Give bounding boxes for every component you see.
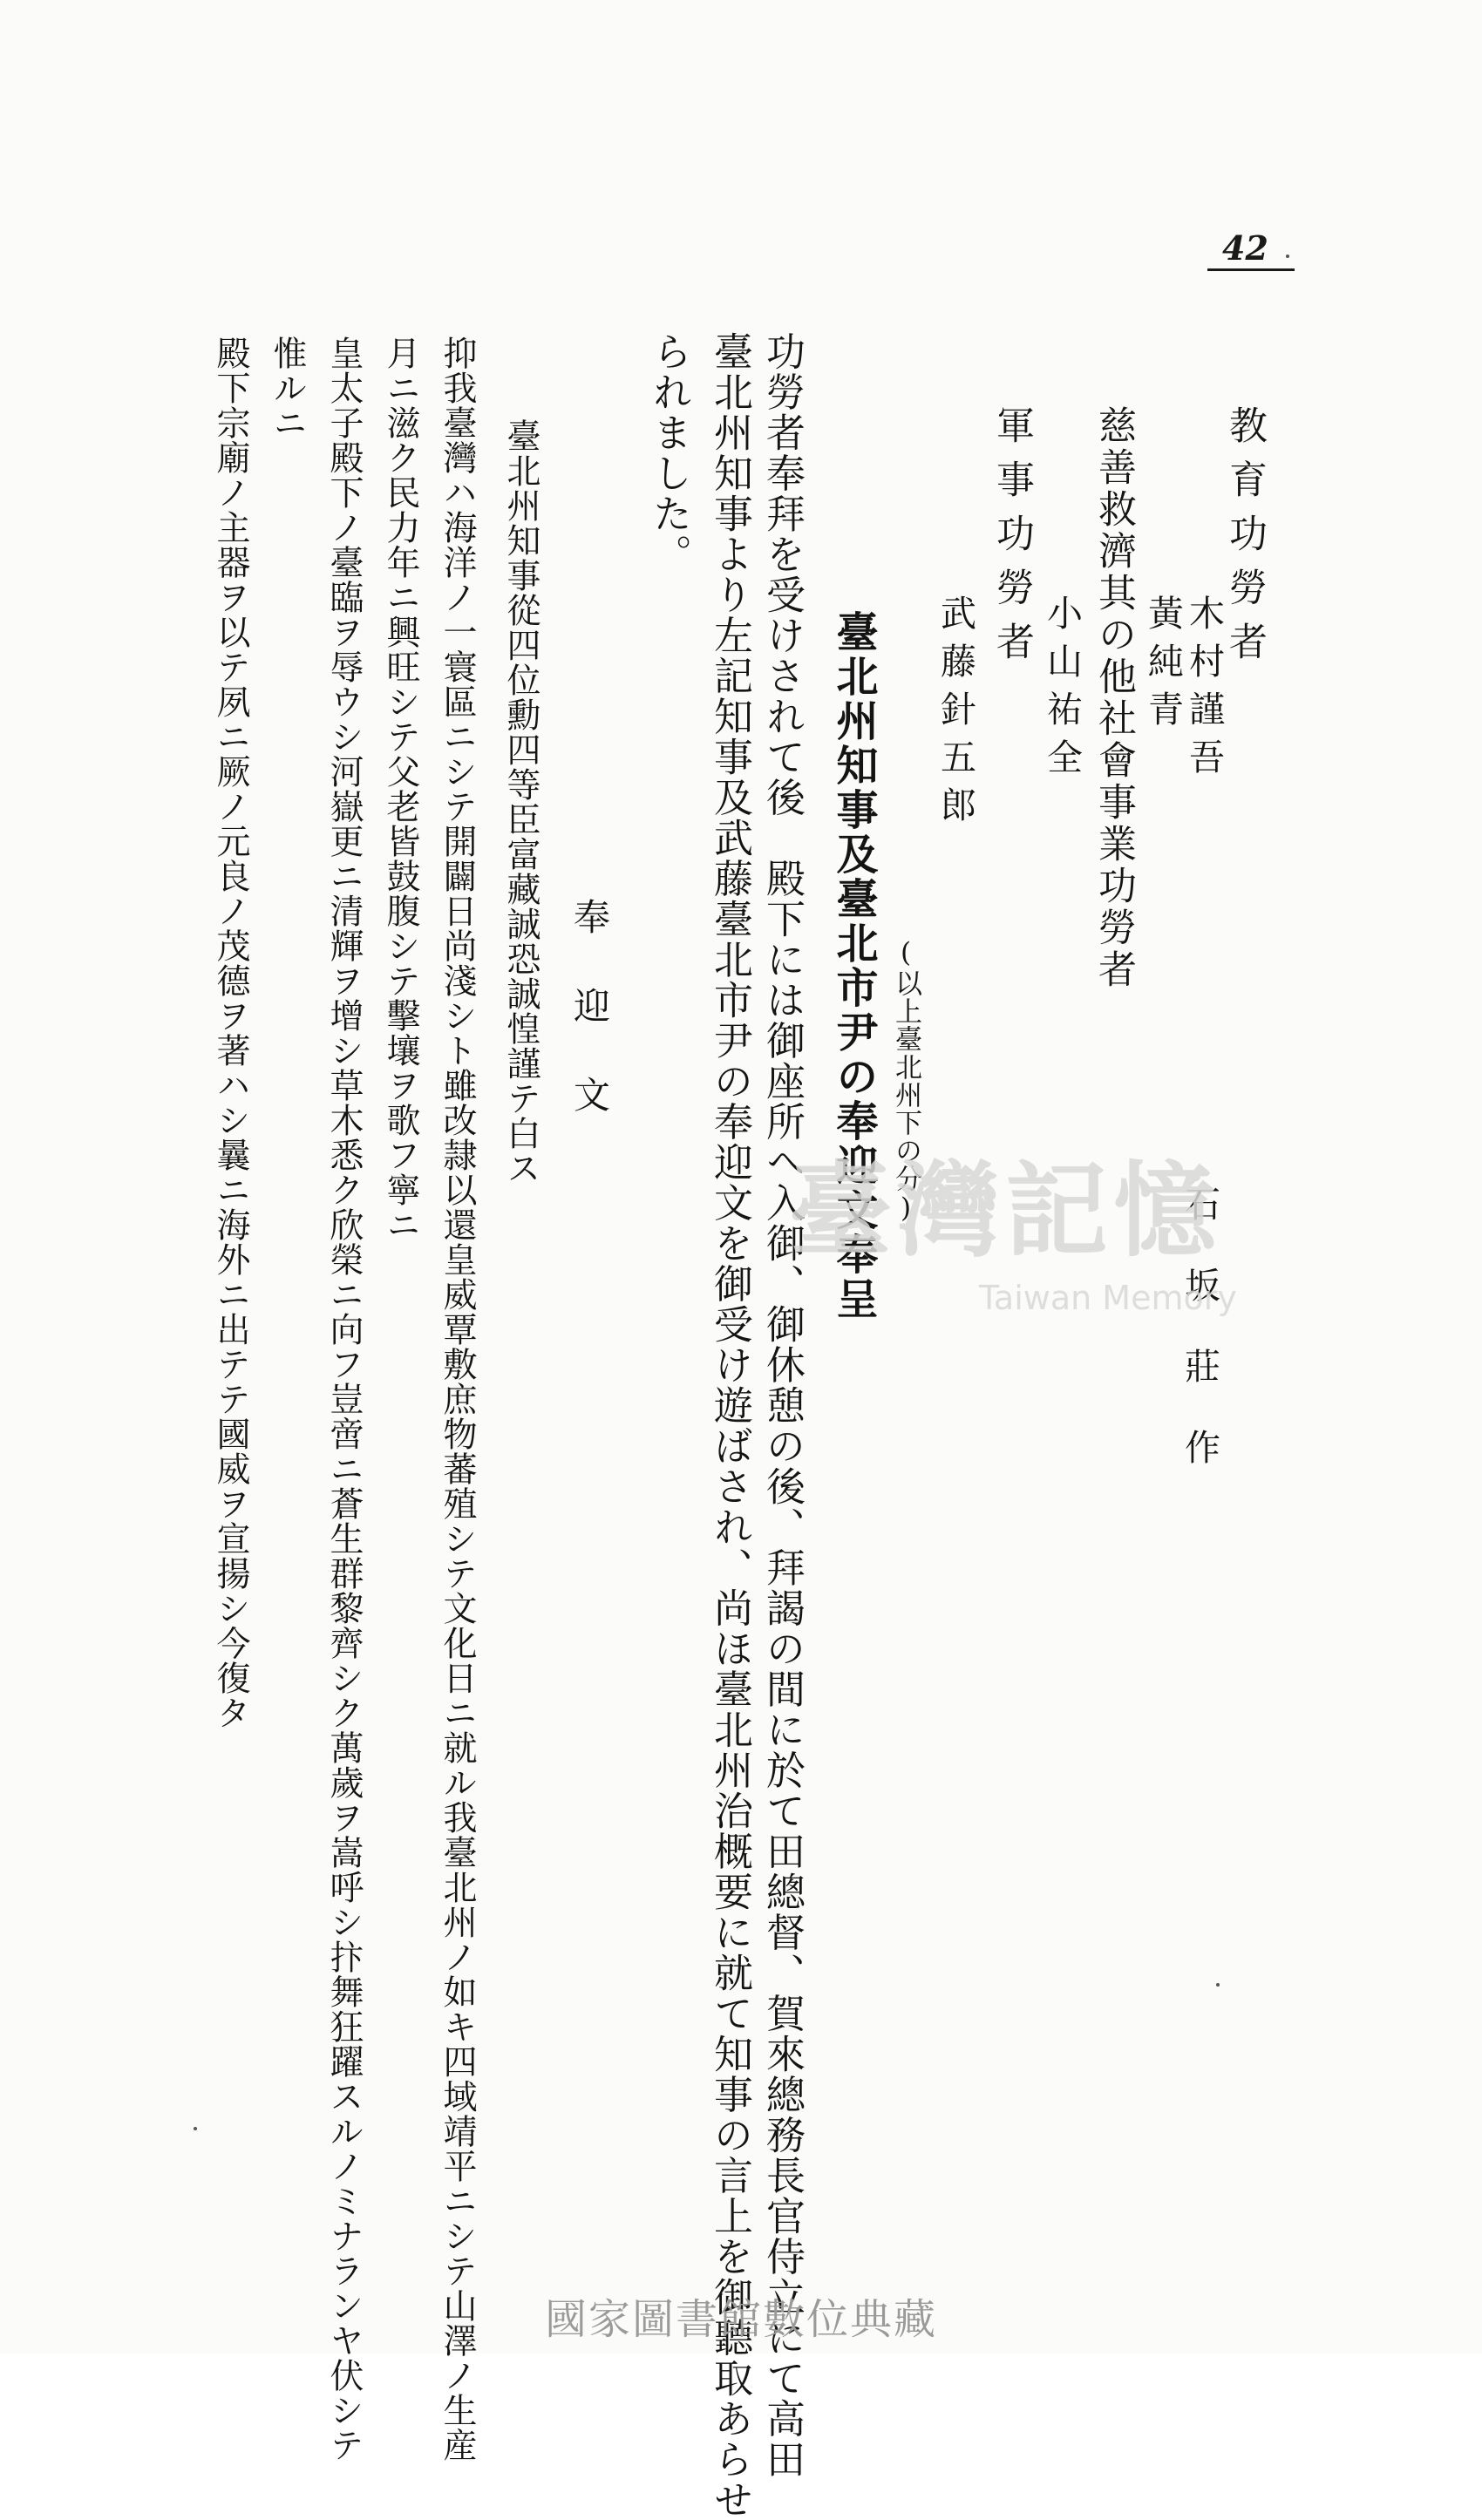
education-recipient-2: 黃純青	[1142, 594, 1184, 738]
address-title: 奉迎文	[568, 898, 611, 1165]
education-heading: 教育功勞者	[1222, 405, 1267, 676]
award-list-note: (以上臺北州下の分)	[890, 937, 921, 1225]
paragraph-line-2: 臺北州知事より左記知事及武藤臺北市尹の奉迎文を御受け遊ばされ、尚ほ臺北州治概要に就て知事の言上を御聽取あらせ	[707, 331, 753, 2520]
watermark-chars: 臺灣記憶	[789, 1150, 1222, 1271]
watermark-latin: Taiwan Memory	[979, 1279, 1237, 1317]
military-heading: 軍事功勞者	[989, 405, 1034, 676]
taiwan-memory-watermark	[789, 1150, 1260, 1342]
paragraph-line-1: 功勞者奉拜を受けされて後 殿下には御座所へ入御、御休憩の後、拜謁の間に於て田總督、賀來總務長官侍立にて高田	[759, 331, 806, 2480]
paragraph-line-3: られました。	[646, 331, 692, 574]
scan-speck	[194, 2127, 197, 2130]
charity-heading: 慈善救濟其の他社會事業功勞者	[1091, 405, 1136, 991]
charity-recipient: 小山祐全	[1041, 594, 1083, 786]
address-line-3: 皇太子殿下ノ臺臨ヲ辱ウシ河嶽更ニ清輝ヲ增シ草木悉ク欣榮ニ向フ豈啻ニ蒼生群黎齊シク萬歲ヲ嵩呼シ抃舞狂躍スルノミナランヤ伏シテ	[324, 336, 364, 2462]
address-line-2: 月ニ滋ク民力年ニ興旺シテ父老皆鼓腹シテ擊壤ヲ歌フ寧ニ	[381, 336, 420, 1242]
trailing-name: 石坂莊作	[1179, 1185, 1220, 1510]
address-line-1: 抑我臺灣ハ海洋ノ一寰區ニシテ開闢日尚淺シト雖改隷以還皇威覃敷庶物蕃殖シテ文化日ニ就ル我臺北州ノ如キ四域靖平ニシテ山澤ノ生産	[438, 336, 477, 2462]
military-recipient: 武藤針五郎	[935, 594, 976, 834]
scan-speck	[1286, 255, 1289, 258]
page-number: 42	[1222, 228, 1268, 268]
address-line-5: 殿下宗廟ノ主器ヲ以テ夙ニ厥ノ元良ノ茂德ヲ著ハシ曩ニ海外ニ出テテ國威ヲ宣揚シ今復タ	[211, 336, 250, 1730]
scan-speck	[1216, 1983, 1220, 1987]
header-rule	[1207, 268, 1295, 271]
footer-archive-label: 國家圖書館數位典藏	[544, 2295, 937, 2344]
section-heading: 臺北州知事及臺北市尹の奉迎文奉呈	[829, 610, 878, 1321]
address-author-line: 臺北州知事從四位勳四等臣富藏誠恐誠惶謹テ白ス	[501, 418, 540, 1185]
education-recipient: 木村謹吾	[1183, 594, 1225, 786]
address-line-4: 惟ルニ	[268, 336, 307, 440]
